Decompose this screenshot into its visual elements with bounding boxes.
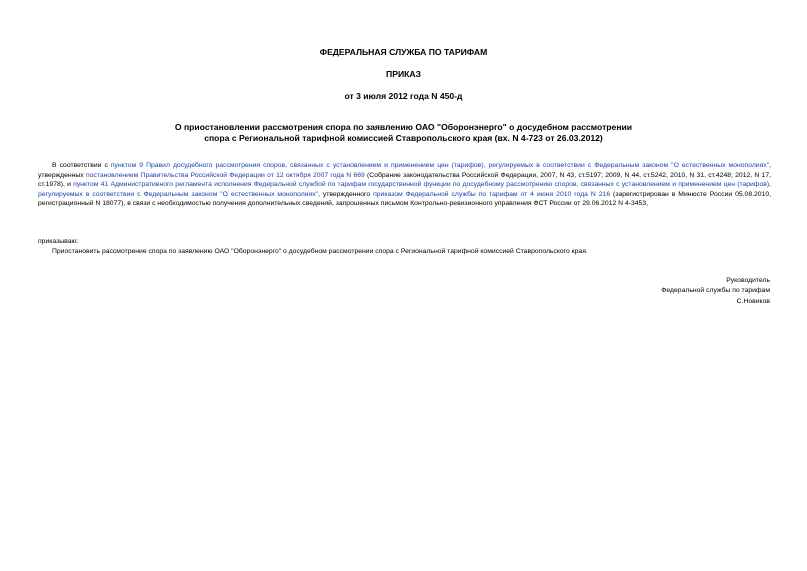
preamble-text-a: В соответствии с: [52, 162, 111, 169]
document-date: от 3 июля 2012 года N 450-д: [344, 91, 463, 101]
fst-order-link[interactable]: приказом Федеральной службы по тарифам от 4 июня 2010 года N 216: [373, 190, 611, 198]
government-decree-link[interactable]: постановлением Правительства Российской Федерации от 12 октября 2007 года N 669: [85, 171, 365, 179]
rules-link[interactable]: пунктом 9 Правил досудебного рассмотрения споров, связанных с установлением и применением цен (тарифов), регулируемых в соответствии с Федеральным законом "О естественных монополиях": [110, 162, 770, 169]
preamble-text-e: (зарегистрирован в Минюсте России 05.08.2010, регистрационный N 18077), в связи с необходимостью получения дополнительных сведений, запрошенных письмом Контрольно-ревизионного управления ФСТ России от 29.06.2012 N 4-3453,: [38, 190, 772, 208]
signature-block: [661, 276, 770, 307]
title-line-2: спора с Региональной тарифной комиссией Ставропольского края (вх. N 4-723 от 26.03.2012): [204, 133, 603, 143]
preamble-paragraph: [38, 161, 771, 209]
signer-name: С.Новиков: [736, 297, 770, 305]
preamble-text-d: , утвержденного: [317, 190, 374, 198]
signer-position: Руководитель: [726, 277, 770, 284]
preamble-text-c: (Собрание законодательства Российской Федерации, 2007, N 43, ст.5197; 2009, N 44, ст.5242, 2010, N 31, ст.4248; 2012, N 17, ст.1978), и: [38, 171, 771, 189]
document-title: [0, 122, 807, 144]
signer-organization: Федеральной службы по тарифам: [661, 287, 770, 295]
regulation-link[interactable]: пунктом 41 Административного регламента исполнения Федеральной службой по тарифам государственной функции по досудебному рассмотрению споров, связанных с установлением и применением цен (тарифов), регулируемых в соответствии с Федеральным законом "О естественных монополиях": [38, 181, 771, 198]
document-type: ПРИКАЗ: [386, 69, 421, 79]
decision-paragraph: Приостановить рассмотрение спора по заявлению ОАО "Оборонэнерго" о досудебном рассмотрении спора с Региональной тарифной комиссией Ставропольского края.: [52, 248, 588, 255]
title-line-1: О приостановлении рассмотрения спора по заявлению ОАО "Оборонэнерго" о досудебном рассмотрении: [174, 122, 633, 132]
agency-name: ФЕДЕРАЛЬНАЯ СЛУЖБА ПО ТАРИФАМ: [319, 47, 488, 57]
preamble-text-b: , утвержденных: [38, 162, 771, 179]
orders-line: приказываю:: [38, 238, 79, 245]
